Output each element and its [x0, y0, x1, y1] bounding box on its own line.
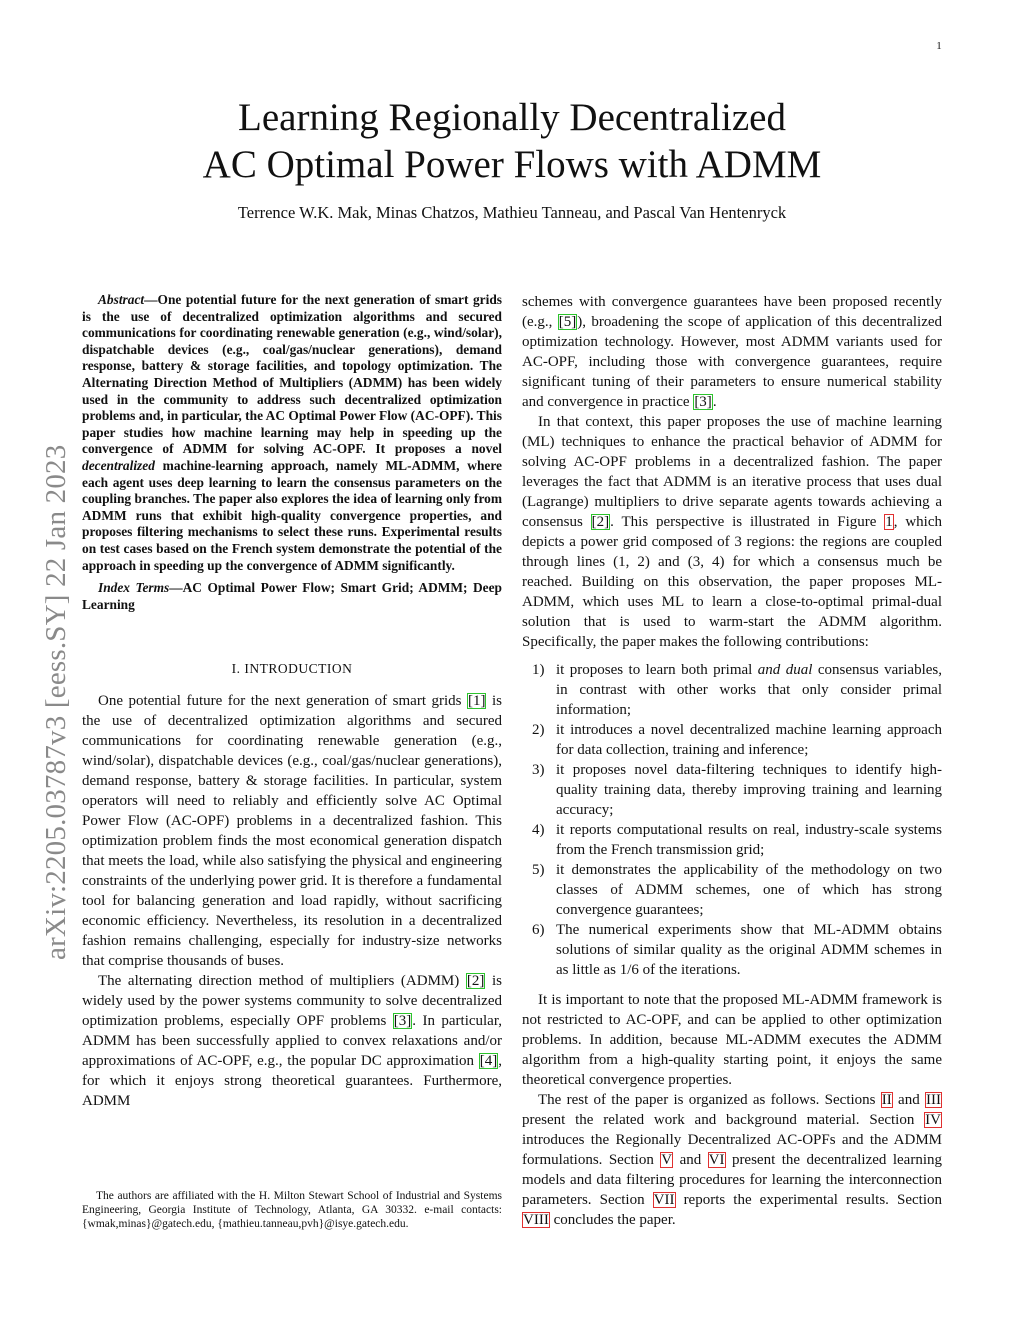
text-run: consensus variables, in contrast with other works that only consider primal information;: [556, 662, 942, 718]
citation-link[interactable]: [1]: [467, 693, 486, 710]
intro-paragraph-3: [522, 412, 942, 652]
list-number: 5): [532, 862, 545, 878]
text-run: is the use of decentralized optimization algorithms and secured communications for coordinating renewable generation (e.g., wind/solar), dispatchable devices (e.g., coal/gas/nuclear generations), demand response, battery & storage facilities. In particular, system operators will need to reliably and efficiently solve AC Optimal Power Flow (AC-OPF) problems in a decentralized fashion. This optimization problem finds the most economical generation dispatch that meets the load, while also satisfying the physical and engineering constraints of the underlying power grid. It is therefore a fundamental tool for balancing generation and load rapidly, without sacrificing economic efficiency. Nevertheless, its resolution in a decentralized fashion remains challenging, especially for industry-size networks that comprise thousands of buses.: [82, 693, 502, 970]
right-column: [522, 292, 942, 1230]
title-line-2: AC Optimal Power Flows with ADMM: [202, 143, 822, 186]
text-run: concludes the paper.: [549, 1212, 676, 1228]
arxiv-identifier: arXiv:2205.03787v3 [eess.SY] 22 Jan 2023: [40, 444, 72, 960]
text-run: present the decentralized learning models and data filtering procedures for learning the interconnection parameters. Section: [522, 1152, 942, 1208]
text-run: is widely used by the power systems community to solve decentralized optimization problems, especially OPF problems: [82, 973, 502, 1030]
citation-link[interactable]: [3]: [694, 394, 712, 410]
intro-paragraph-5: [522, 1090, 942, 1230]
paper-title: [80, 94, 944, 188]
text-run: One potential future for the next generation of smart grids: [98, 693, 467, 710]
intro-paragraph-2-continued: [522, 292, 942, 412]
text-run: reports the experimental results. Section: [675, 1192, 942, 1208]
list-number: 4): [532, 822, 545, 838]
list-item: [522, 720, 942, 760]
contributions-list: [522, 660, 942, 980]
page-number: 1: [936, 40, 942, 52]
section-reference-link[interactable]: III: [925, 1092, 941, 1108]
text-run: and: [673, 1152, 708, 1168]
text-run: , for which it enjoys strong theoretical guarantees. Furthermore, ADMM: [82, 1053, 502, 1110]
text-run: .: [712, 394, 717, 410]
emphasis-text: and dual: [757, 662, 813, 678]
text-run: it introduces a novel decentralized machine learning approach for data collection, training and inference;: [556, 722, 942, 758]
text-run: ), broadening the scope of application of this decentralized optimization technology. However, most ADMM variants used for AC-OPF, including those with convergence guarantees, require significant tuning of their parameters to ensure numerical stability and convergence in practice: [522, 314, 943, 410]
index-terms: [82, 580, 502, 613]
list-number: 6): [532, 922, 545, 938]
index-terms-body: —AC Optimal Power Flow; Smart Grid; ADMM; Deep Learning: [82, 580, 502, 612]
text-run: it proposes novel data-filtering techniques to identify high-quality training data, thereby improving training and learning accuracy;: [556, 762, 942, 818]
text-run: and: [892, 1092, 925, 1108]
section-number: I.: [231, 661, 241, 677]
section-reference-link[interactable]: IV: [925, 1112, 941, 1128]
index-terms-label: Index Terms: [98, 580, 170, 596]
intro-paragraph-4: It is important to note that the proposed ML-ADMM framework is not restricted to AC-OPF, and can be applied to other optimization problems. In addition, because ML-ADMM executes the ADMM algorithm from a high-quality starting point, it enjoys the same theoretical convergence properties.: [522, 992, 942, 1088]
text-run: it demonstrates the applicability of the methodology on two classes of ADMM schemes, one of which has strong convergence guarantees;: [556, 862, 942, 918]
author-list: Terrence W.K. Mak, Minas Chatzos, Mathieu Tanneau, and Pascal Van Hentenryck: [237, 203, 787, 222]
text-run: . This perspective is illustrated in Figure: [610, 514, 885, 530]
title-block: [80, 94, 944, 223]
author-footnote: The authors are affiliated with the H. Milton Stewart School of Industrial and Systems Engineering, Georgia Institute of Technology, Atlanta, GA 30332. e-mail contacts: {wmak,minas}@gatech.edu, {mathieu.tanneau,pvh}@isye.gatech.edu.: [82, 1190, 502, 1230]
list-item: [522, 820, 942, 860]
section-reference-link[interactable]: VI: [708, 1152, 725, 1168]
list-item: [522, 660, 942, 720]
list-number: 3): [532, 762, 545, 778]
citation-link[interactable]: [4]: [479, 1053, 498, 1070]
citation-link[interactable]: [2]: [466, 973, 485, 990]
list-number: 1): [532, 662, 545, 678]
section-reference-link[interactable]: II: [881, 1092, 892, 1108]
list-item: [522, 760, 942, 820]
text-run: introduces the Regionally Decentralized AC-OPFs and the ADMM formulations. Section: [522, 1132, 942, 1168]
citation-link[interactable]: [5]: [558, 314, 577, 330]
title-line-1: Learning Regionally Decentralized: [238, 96, 786, 139]
citation-link[interactable]: [3]: [393, 1013, 412, 1030]
section-reference-link[interactable]: VII: [653, 1192, 675, 1208]
text-run: In that context, this paper proposes the use of machine learning (ML) techniques to enhance the practical behavior of ADMM for solving AC-OPF problems in a decentralized fashion. The paper leverages the fact that ADMM is an iterative process that uses dual (Lagrange) multipliers to drive separate agents towards achieving a consensus: [522, 414, 942, 530]
text-run: it reports computational results on real, industry-scale systems from the French transmission grid;: [556, 822, 942, 858]
text-run: schemes with convergence guarantees have been proposed recently (e.g.,: [522, 294, 942, 330]
text-run: The numerical experiments show that ML-ADMM obtains solutions of similar quality as the original ADMM schemes in as little as 1/6 of the iterations.: [556, 922, 942, 978]
list-item: [522, 920, 942, 980]
abstract-label: Abstract: [98, 292, 145, 307]
text-run: . In particular, ADMM has been successfully applied to convex relaxations and/or approximations of AC-OPF, e.g., the popular DC approximation: [82, 1013, 502, 1070]
list-number: 2): [532, 722, 545, 738]
text-run: The rest of the paper is organized as follows. Sections: [538, 1092, 881, 1108]
text-run: it proposes to learn both primal: [556, 662, 758, 678]
abstract-body-2: machine-learning approach, namely ML-ADMM, where each agent uses deep learning to learn the consensus parameters on the coupling branches. The paper also explores the idea of learning only from ADMM runs that exhibit high-quality convergence properties, and proposes filtering mechanisms to select these runs. Experimental results on test cases based on the French system demonstrate the potential of the approach in speeding up the convergence of ADMM significantly.: [82, 457, 502, 573]
intro-paragraph-2: [82, 971, 502, 1111]
text-run: present the related work and background material. Section: [522, 1112, 925, 1128]
abstract: [82, 292, 502, 574]
list-item: [522, 860, 942, 920]
abstract-italic-word: decentralized: [82, 457, 155, 473]
left-column: [82, 292, 502, 1111]
figure-reference-link[interactable]: 1: [885, 514, 893, 530]
section-reference-link[interactable]: V: [661, 1152, 673, 1168]
section-reference-link[interactable]: VIII: [523, 1212, 549, 1228]
text-run: , which depicts a power grid composed of 3 regions: the regions are coupled through lines (1, 2) and (3, 4) for which a consensus much be reached. Building on this observation, the paper proposes ML-ADMM, which uses ML to learn a close-to-optimal primal-dual solution that is used to warm-start the ADMM algorithm. Specifically, the paper makes the following contributions:: [522, 514, 943, 650]
intro-paragraph-1: [82, 691, 502, 971]
abstract-body: —One potential future for the next generation of smart grids is the use of decentralized optimization algorithms and secured communications for coordinating renewable generation (e.g., wind/solar), dispatchable devices (e.g., coal/gas/nuclear generations), demand response, battery & storage facilities, and topology optimization. The Alternating Direction Method of Multipliers (ADMM) has been widely used in the community to address such decentralized optimization problems and, in particular, the AC Optimal Power Flow (AC-OPF). This paper studies how machine learning may help in speeding up the convergence of ADMM for solving AC-OPF. It proposes a novel: [82, 292, 502, 457]
text-run: The alternating direction method of multipliers (ADMM): [98, 973, 466, 990]
citation-link[interactable]: [2]: [591, 514, 610, 530]
section-heading-introduction: [82, 659, 502, 679]
section-title: INTRODUCTION: [244, 661, 353, 677]
